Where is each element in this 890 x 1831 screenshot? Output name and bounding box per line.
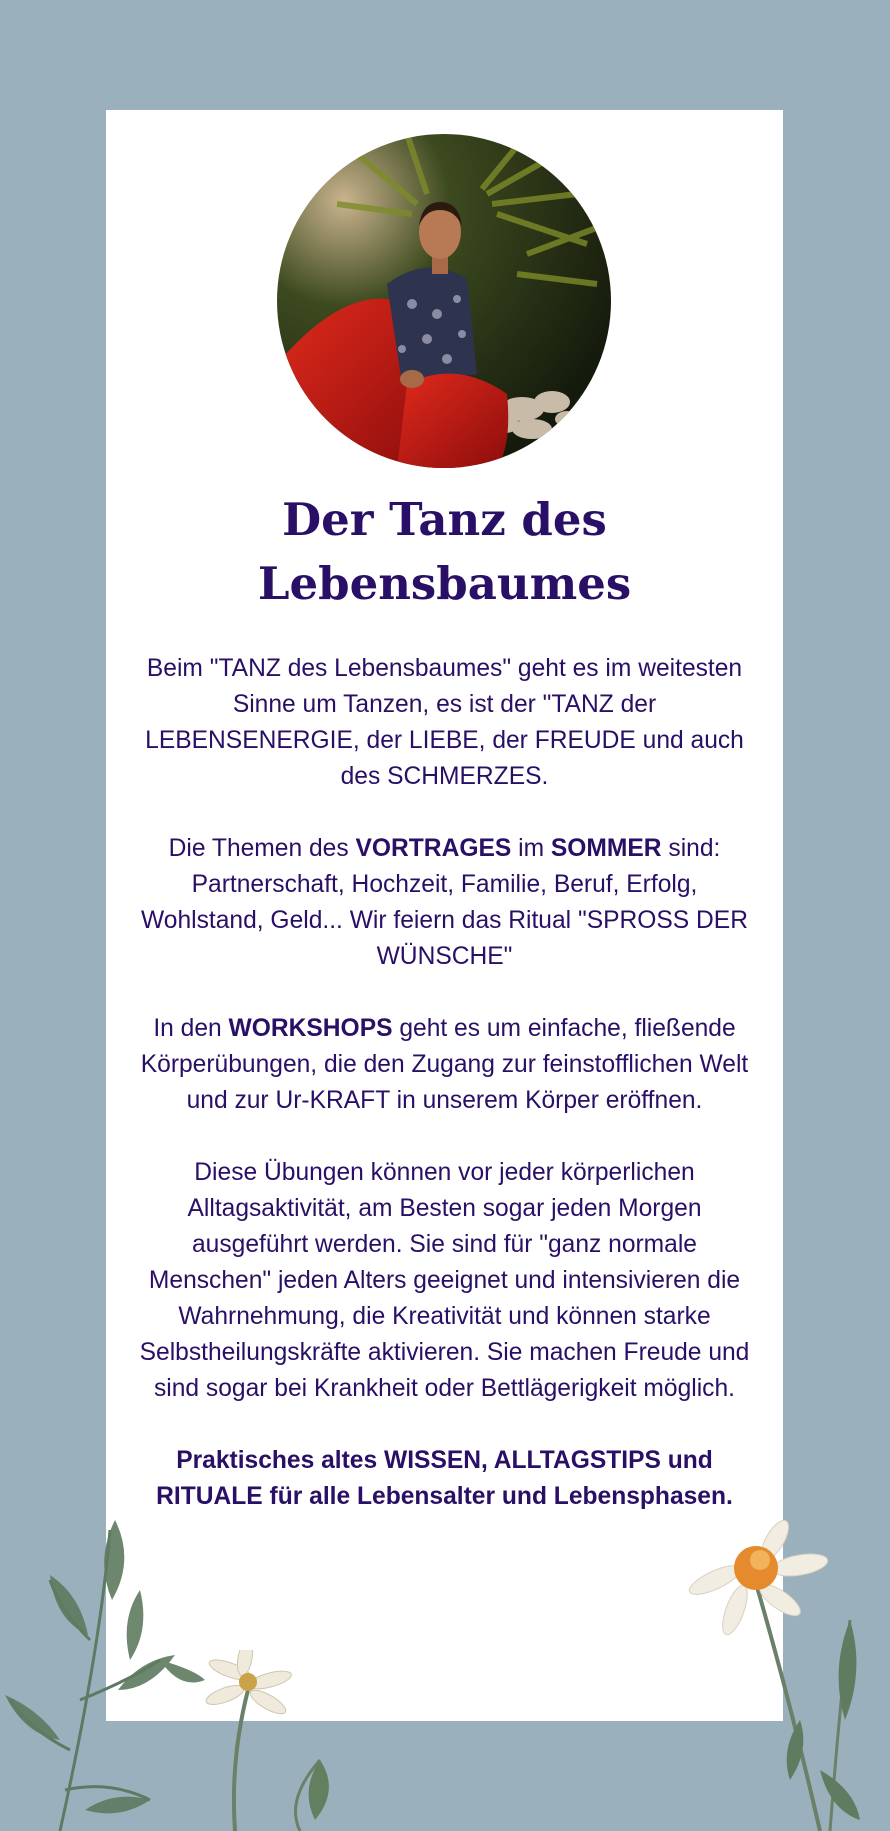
description-text (136, 651, 753, 1551)
content-card (106, 110, 783, 1721)
portrait-photo (277, 134, 611, 468)
closing-paragraph: Praktisches altes WISSEN, ALLTAGSTIPS und RITUALE für alle Lebensalter und Lebensphasen. (156, 1447, 733, 1510)
title-line-1: Der Tanz des (282, 493, 607, 546)
page-title (146, 488, 743, 616)
themes-paragraph: Die Themen des VORTRAGES im SOMMER sind: Partnerschaft, Hochzeit, Familie, Beruf, Erfolg, Wohlstand, Geld... Wir feiern das Ritual "SPROSS DER WÜNSCHE" (141, 835, 748, 970)
workshops-paragraph: In den WORKSHOPS geht es um einfache, fließende Körperübungen, die den Zugang zur feinstofflichen Welt und zur Ur-KRAFT in unserem Körper eröffnen. (140, 1015, 749, 1114)
title-line-2: Lebensbaumes (257, 557, 632, 610)
intro-paragraph: Beim "TANZ des Lebensbaumes" geht es im weitesten Sinne um Tanzen, es ist der "TANZ der LEBENSENERGIE, der LIEBE, der FREUDE und auch des SCHMERZES. (145, 655, 744, 790)
exercises-paragraph: Diese Übungen können vor jeder körperlichen Alltagsaktivität, am Besten sogar jeden Morgen ausgeführt werden. Sie sind für "ganz normale Menschen" jeden Alters geeignet und intensivieren die Wahrnehmung, die Kreativität und können starke Selbstheilungskräfte aktivieren. Sie machen Freude und sind sogar bei Krankheit oder Bettlägerigkeit möglich. (139, 1159, 750, 1402)
